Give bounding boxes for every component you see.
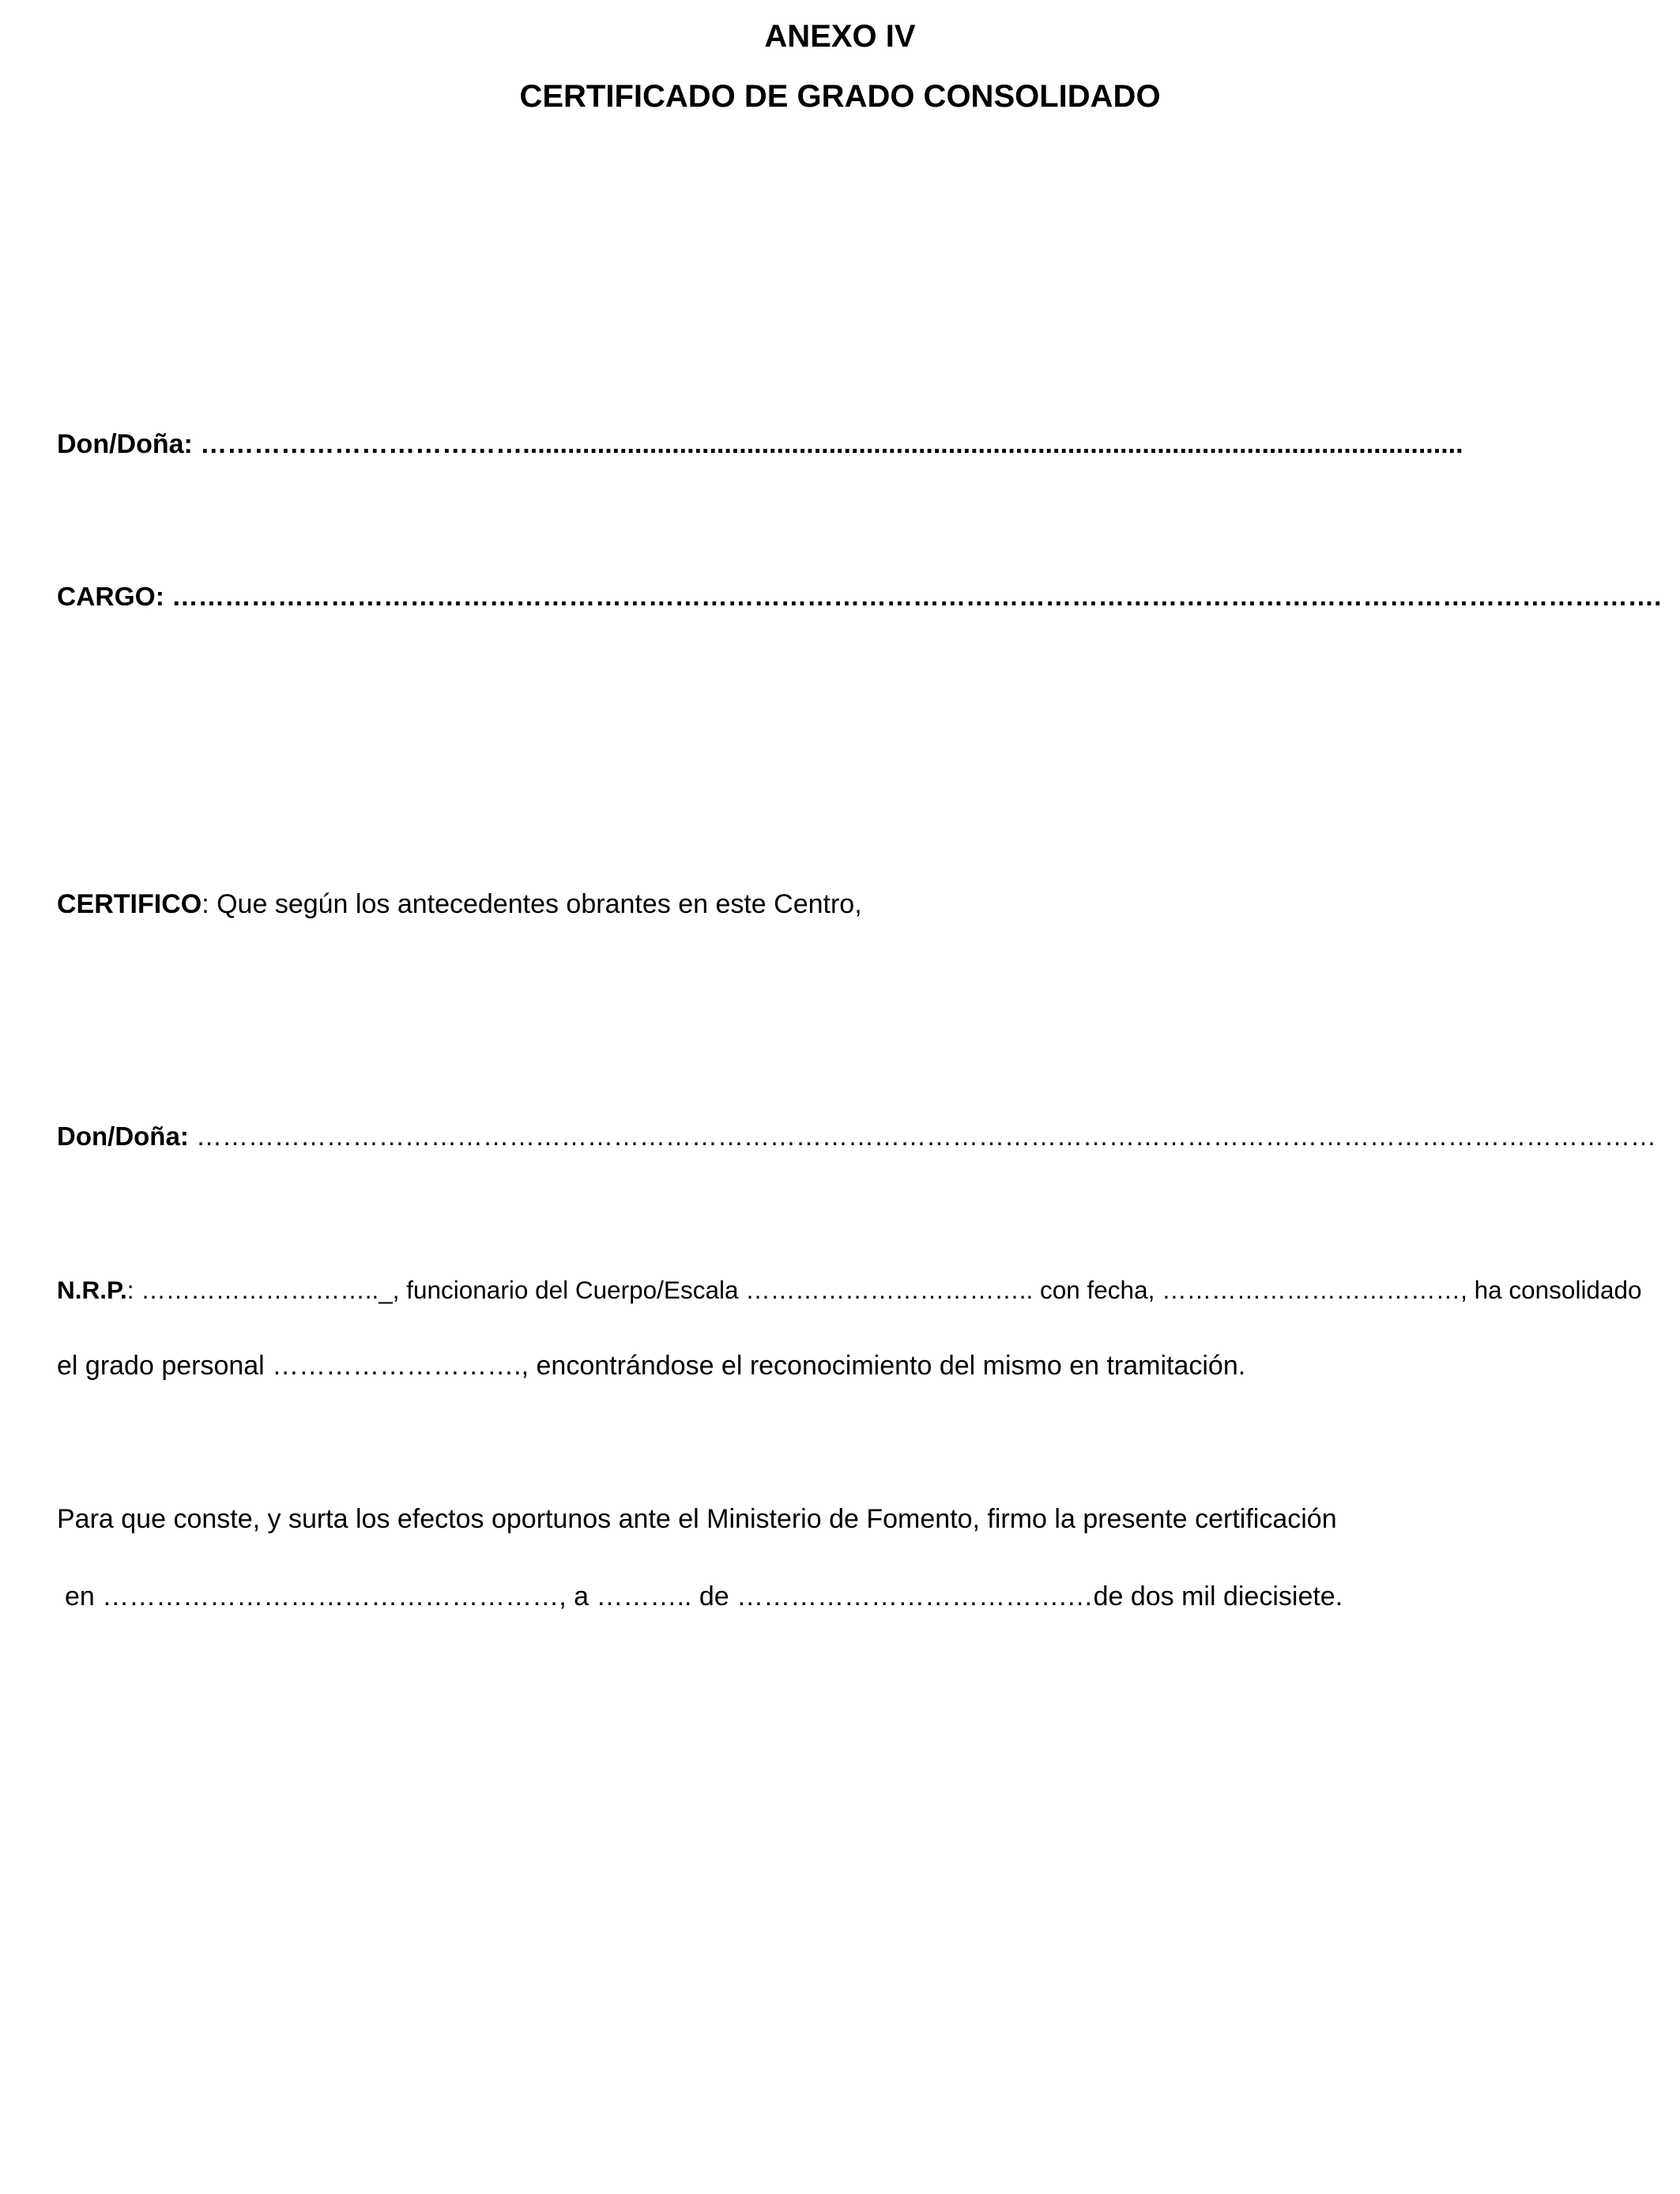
nrp-line <box>57 1272 1642 1307</box>
lugar-fecha-line: en ……………………………………………, a ……….. de ……………………………….…de dos mil diecisiete. <box>65 1581 1343 1612</box>
don-dona-label-2: Don/Doña: <box>57 1122 189 1151</box>
don-dona-label: Don/Doña: <box>57 429 193 459</box>
don-dona-line-2 <box>57 1119 1656 1154</box>
certifico-text: : Que según los antecedentes obrantes en este Centro, <box>202 889 862 919</box>
cargo-line <box>57 580 1661 615</box>
para-que-conste-line: Para que conste, y surta los efectos oportunos ante el Ministerio de Fomento, firmo la presente certificación <box>57 1504 1337 1534</box>
nrp-label: N.R.P. <box>57 1276 127 1304</box>
document-title: ANEXO IV <box>764 19 916 54</box>
don-dona-blank-2: …………………………………………………………………………………………………………………………………………………… <box>188 1122 1656 1151</box>
don-dona-line-1 <box>57 427 1463 462</box>
cargo-label: CARGO: <box>57 582 164 612</box>
certifico-line <box>57 887 862 922</box>
don-dona-blank: ……………………………….............................................................................................................................. <box>192 429 1463 459</box>
cargo-blank: ……………………………………………………………………………………………………………………………………………………. <box>164 582 1662 612</box>
certifico-label: CERTIFICO <box>57 889 202 919</box>
document-subtitle: CERTIFICADO DE GRADO CONSOLIDADO <box>519 79 1161 114</box>
grado-line: el grado personal ………………………., encontrándose el reconocimiento del mismo en tramitación. <box>57 1351 1246 1381</box>
nrp-text: : ……………………….._, funcionario del Cuerpo/Escala …………………………….. con fecha, ………………………………, ha consolidado <box>126 1276 1642 1304</box>
